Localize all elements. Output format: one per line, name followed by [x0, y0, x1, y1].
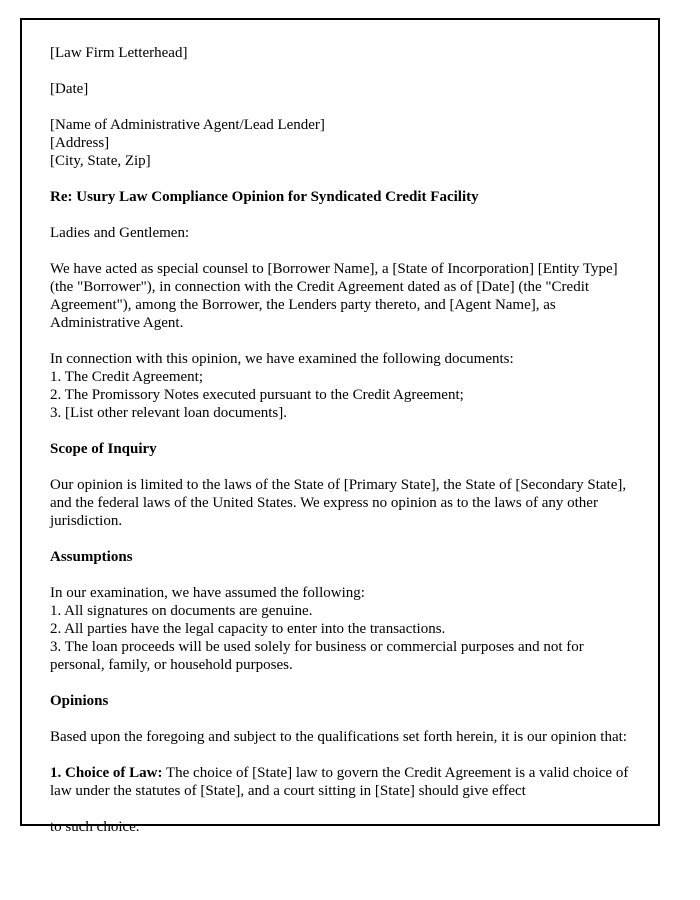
assumptions-intro: In our examination, we have assumed the following: — [50, 585, 365, 601]
recipient-city-state-zip: [City, State, Zip] — [50, 153, 151, 169]
opinions-heading: Opinions — [50, 693, 109, 709]
opinion-choice-of-law-text: The choice of [State] law to govern the Credit Agreement is a valid choice of law under the statutes of [State], and a court sitting in [State] should give effect — [50, 765, 629, 799]
recipient-address: [Address] — [50, 135, 110, 151]
opinion-choice-of-law-continuation: to such choice. — [50, 819, 140, 835]
date-placeholder: [Date] — [50, 81, 89, 97]
recipient-block — [50, 116, 630, 170]
assumptions-block — [50, 584, 630, 674]
assumption-item-2: 2. All parties have the legal capacity to enter into the transactions. — [50, 621, 446, 637]
letter-page — [20, 18, 660, 835]
opinion-choice-of-law — [50, 764, 630, 800]
examined-intro: In connection with this opinion, we have examined the following documents: — [50, 351, 514, 367]
assumption-item-1: 1. All signatures on documents are genuine. — [50, 603, 313, 619]
examined-item-3: 3. [List other relevant loan documents]. — [50, 405, 288, 421]
salutation: Ladies and Gentlemen: — [50, 225, 190, 241]
intro-paragraph: We have acted as special counsel to [Borrower Name], a [State of Incorporation] [Entity Type] (the "Borrower"), in connection with the Credit Agreement dated as of [Date] (the "Credit Agreement"), among the Borrower, the Lenders party thereto, and [Agent Name], as Administrative Agent. — [50, 261, 618, 331]
examined-item-1: 1. The Credit Agreement; — [50, 369, 204, 385]
letterhead-placeholder: [Law Firm Letterhead] — [50, 45, 188, 61]
examined-item-2: 2. The Promissory Notes executed pursuant to the Credit Agreement; — [50, 387, 464, 403]
recipient-name: [Name of Administrative Agent/Lead Lender] — [50, 117, 325, 133]
subject-line: Re: Usury Law Compliance Opinion for Syndicated Credit Facility — [50, 189, 479, 205]
examined-documents-block — [50, 350, 630, 422]
opinion-choice-of-law-label: 1. Choice of Law: — [50, 765, 163, 781]
assumptions-heading: Assumptions — [50, 549, 133, 565]
opinions-intro: Based upon the foregoing and subject to the qualifications set forth herein, it is our opinion that: — [50, 729, 627, 745]
scope-paragraph: Our opinion is limited to the laws of the State of [Primary State], the State of [Secondary State], and the federal laws of the United States. We express no opinion as to the laws of any other jurisdiction. — [50, 477, 627, 529]
assumption-item-3: 3. The loan proceeds will be used solely for business or commercial purposes and not for personal, family, or household purposes. — [50, 639, 584, 673]
scope-heading: Scope of Inquiry — [50, 441, 157, 457]
